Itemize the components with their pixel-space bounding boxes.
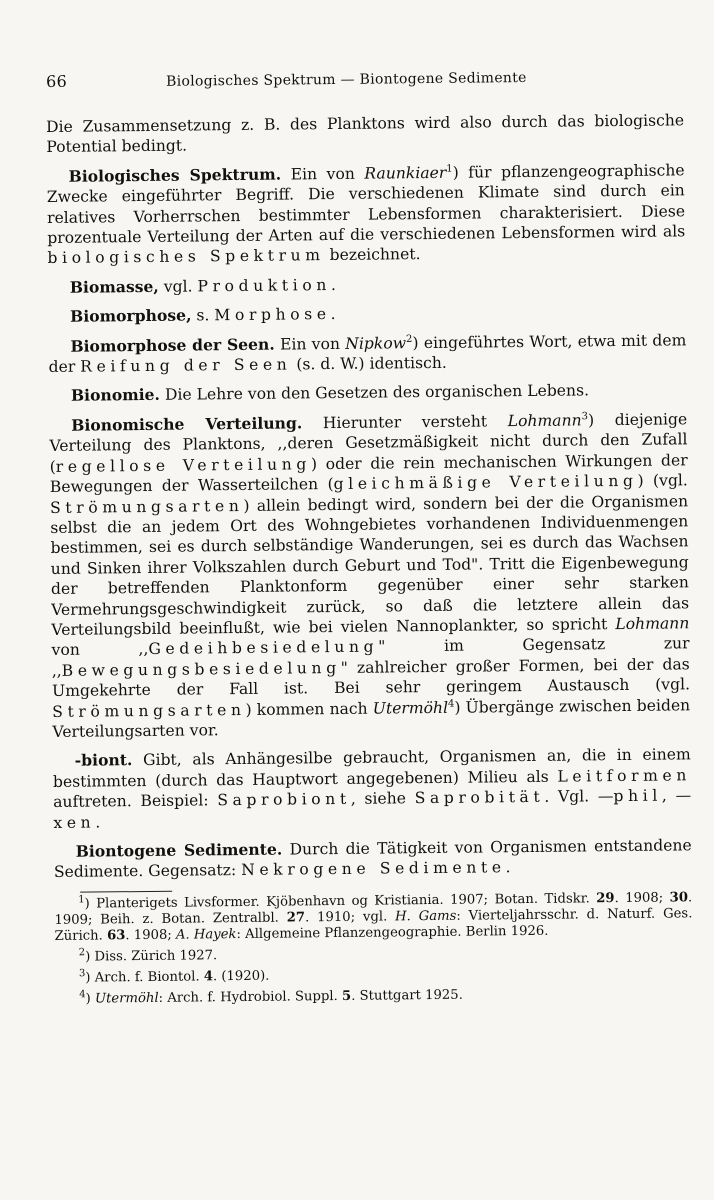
lemma: Bionomische Verteilung. — [71, 413, 303, 435]
spaced-term: Strömungsarten — [49, 496, 244, 517]
footnote-mark: 3 — [78, 968, 86, 980]
page-body — [46, 110, 693, 1007]
footnote-2: $^2$) Diss. Zürich 1927. — [78, 947, 218, 965]
spaced-term: Saprobität — [414, 788, 545, 808]
footnote-1: $^1$) Planterigets Livsformer. Kjöbenhavn og Kristiania. 1907; Botan. Tidskr. 29. 1908; 30. 1909; Beih. z. Botan. Zentralbl. 27. 1910; vgl. H. Gams: Vierteljahrsschr. d. Naturf. Ges. Zürich. 63. 1908; A. Hayek: Allgemeine Pflanzengeographie. Berlin 1926. — [54, 890, 693, 944]
spaced-term: Produktion — [197, 275, 332, 296]
entry-biont: -biont. Gibt, als Anhängesilbe gebraucht, Organismen an, die in einem bestimmten (durch das Hauptwort angegebenen) Milieu als Leitformen auftreten. Beispiel: Saprobiont, siehe Saprobität. Vgl. —phil, —xen. — [52, 745, 692, 832]
lemma: Biomasse, — [69, 276, 159, 297]
page-number: 66 — [46, 71, 68, 91]
entry-biomorphose: Biomorphose, s. Morphose. — [69, 305, 336, 327]
lemma: Biologisches Spektrum. — [68, 164, 282, 186]
footnote-mark: 4 — [79, 989, 86, 1001]
entry-bionomie: Bionomie. Die Lehre von den Gesetzen des organischen Lebens. — [70, 381, 590, 406]
footnote-divider — [80, 891, 172, 893]
lemma: Bionomie. — [70, 385, 161, 406]
footnote-ref: 3 — [581, 411, 589, 423]
footnote-mark: 2 — [78, 947, 86, 959]
spaced-term: Saprobiont — [217, 790, 351, 810]
spaced-term: biologisches Spektrum — [47, 246, 325, 268]
entry-biontogene-sedimente: Biontogene Sedimente. Durch die Tätigkeit von Organismen entstandene Sedimente. Gegensatz: Nekrogene Sedimente. — [53, 836, 692, 882]
spaced-term: Morphose — [214, 305, 331, 325]
entry-biologisches-spektrum: Biologisches Spektrum. Ein von Raunkiaer$^1$) für pflanzengeographische Zwecke eingeführter Begriff. Die verschiedenen Klimate sind durch ein relatives Vorherrschen bestimmter Lebensformen charakterisiert. Diese prozentuale Verteilung der Arten auf die verschiedenen Lebensformen wird als biologisches Spektrum bezeichnet. — [46, 161, 686, 268]
entry-bionomische-verteilung: Bionomische Verteilung. Hierunter versteht Lohmann$^3$) diejenige Verteilung des Planktons, ,,deren Gesetzmäßigkeit nicht durch den Zufall (regellose Verteilung) oder die rein mechanischen Wirkungen der Bewegungen der Wasserteilchen (gleichmäßige Verteilung) (vgl. Strömungsarten) allein bedingt wird, sondern bei der die Organismen selbst die an jedem Ort des Wohngebietes vorhandenen Individuenmengen bestimmen, sei es durch selbständige Wanderungen, sei es durch das Wachsen und Sinken ihrer Volkszahlen durch Geburt und Tod". Tritt die Eigenbewegung der betreffenden Planktonform gegenüber einer sehr starken Vermehrungsgeschwindigkeit zurück, so daß die letztere allein das Verteilungsbild beeinflußt, wie bei vielen Nannoplankter, so spricht Lohmann von ,,Gedeihbesiedelung" im Gegensatz zur ,,Bewegungsbesiedelung" zahlreicher großer Formen, bei der das Umgekehrte der Fall ist. Bei sehr geringem Austausch (vgl. Strömungsarten) kommen nach Utermöhl$^4$) Übergänge zwischen beiden Verteilungsarten vor. — [49, 410, 691, 741]
lemma: -biont. — [74, 750, 133, 771]
spaced-term: phil — [613, 786, 662, 806]
spaced-term: Gedeihbesiedelung — [148, 637, 379, 659]
lemma: Biontogene Sedimente. — [75, 839, 283, 861]
spaced-term: gleichmäßige Verteilung — [333, 471, 638, 494]
author-name: Nipkow — [345, 333, 407, 353]
spaced-term: Leitformen — [557, 766, 692, 786]
spaced-term: regellose Verteilung — [55, 454, 312, 476]
running-head: Biologisches Spektrum — Biontogene Sedimente — [166, 69, 527, 90]
footnote-mark: 1 — [78, 894, 85, 906]
author-name: Lohmann — [507, 411, 582, 431]
running-header — [46, 65, 684, 91]
lemma: Biomorphose der Seen. — [70, 334, 275, 356]
lemma: Biomorphose, — [69, 305, 192, 327]
footnote-ref: 4 — [447, 698, 455, 710]
footnote-3: $^3$) Arch. f. Biontol. 4. (1920). — [78, 968, 270, 986]
author-name: Utermöhl — [372, 698, 449, 718]
spaced-term: Strömungsarten — [52, 700, 246, 721]
spaced-term: Bewegungsbesiedelung — [61, 658, 341, 680]
entry-biomasse: Biomasse, vgl. Produktion. — [69, 275, 337, 297]
spaced-term: Reifung der Seen — [80, 355, 292, 376]
footnote-ref: 1 — [446, 163, 453, 175]
entry-biomorphose-der-seen: Biomorphose der Seen. Ein von Nipkow$^2$) eingeführtes Wort, etwa mit dem der Reifung der Seen (s. d. W.) identisch. — [48, 330, 687, 377]
footnote-4: $^4$) Utermöhl: Arch. f. Hydrobiol. Suppl. 5. Stuttgart 1925. — [79, 987, 463, 1007]
footnote-ref: 2 — [405, 333, 413, 345]
spaced-term: xen — [53, 813, 96, 832]
paragraph-continuation: Die Zusammensetzung z. B. des Planktons wird also durch das biologische Potential bedingt. — [46, 111, 685, 157]
author-name: Raunkiaer — [364, 163, 447, 183]
spaced-term: Nekrogene Sedimente — [241, 858, 506, 880]
author-name: Lohmann — [615, 614, 690, 634]
